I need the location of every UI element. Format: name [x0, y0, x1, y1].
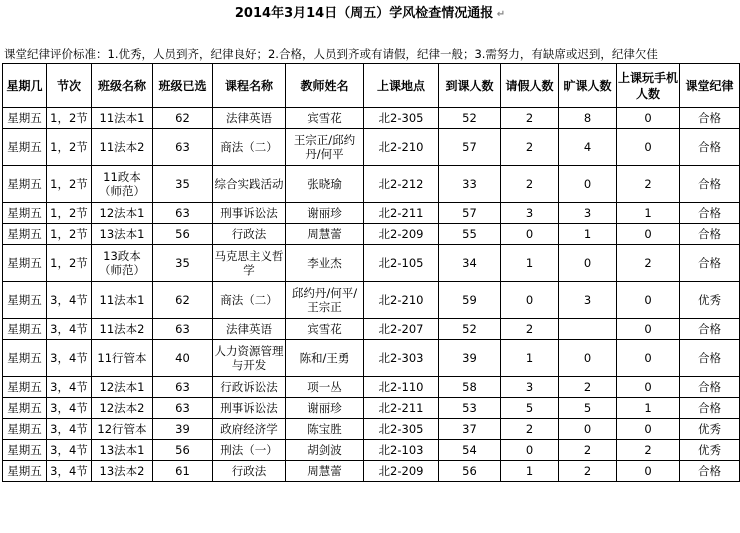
cell-course: 商法（二） — [213, 282, 286, 319]
cell-phone: 0 — [617, 377, 680, 398]
cell-phone: 0 — [617, 340, 680, 377]
cell-present: 56 — [439, 461, 501, 482]
cell-class: 11法本2 — [92, 319, 153, 340]
cell-discipline: 合格 — [680, 245, 740, 282]
header-room: 上课地点 — [364, 64, 439, 108]
cell-enrolled: 39 — [153, 419, 213, 440]
cell-period: 1，2节 — [47, 129, 92, 166]
table-row — [3, 398, 740, 419]
cell-present: 55 — [439, 224, 501, 245]
cell-enrolled: 35 — [153, 166, 213, 203]
cell-leave: 2 — [501, 319, 559, 340]
cell-present: 59 — [439, 282, 501, 319]
cell-enrolled: 63 — [153, 398, 213, 419]
cell-period: 3，4节 — [47, 319, 92, 340]
table-row — [3, 319, 740, 340]
cell-absent: 0 — [559, 166, 617, 203]
header-leave: 请假人数 — [501, 64, 559, 108]
cell-discipline: 优秀 — [680, 440, 740, 461]
cell-class: 12法本2 — [92, 398, 153, 419]
header-teacher: 教师姓名 — [286, 64, 364, 108]
cell-course: 刑法（一） — [213, 440, 286, 461]
cell-day: 星期五 — [3, 440, 47, 461]
cell-day: 星期五 — [3, 282, 47, 319]
header-class: 班级名称 — [92, 64, 153, 108]
header-phone: 上课玩手机人数 — [617, 64, 680, 108]
cell-room: 北2-210 — [364, 129, 439, 166]
cell-present: 58 — [439, 377, 501, 398]
table-row — [3, 166, 740, 203]
cell-course: 商法（二） — [213, 129, 286, 166]
cell-phone: 0 — [617, 319, 680, 340]
cell-absent: 8 — [559, 108, 617, 129]
cell-teacher: 谢丽珍 — [286, 203, 364, 224]
cell-day: 星期五 — [3, 461, 47, 482]
cell-class: 12法本1 — [92, 203, 153, 224]
cell-phone: 2 — [617, 166, 680, 203]
cell-period: 1，2节 — [47, 108, 92, 129]
cell-day: 星期五 — [3, 203, 47, 224]
cell-teacher: 谢丽珍 — [286, 398, 364, 419]
cell-teacher: 项一丛 — [286, 377, 364, 398]
cell-course: 政府经济学 — [213, 419, 286, 440]
cell-present: 53 — [439, 398, 501, 419]
cell-discipline: 合格 — [680, 166, 740, 203]
cell-phone: 1 — [617, 203, 680, 224]
cell-present: 39 — [439, 340, 501, 377]
cell-course: 综合实践活动 — [213, 166, 286, 203]
report-title — [0, 4, 740, 25]
cell-phone: 0 — [617, 282, 680, 319]
table-row — [3, 340, 740, 377]
cell-leave: 2 — [501, 419, 559, 440]
cell-enrolled: 61 — [153, 461, 213, 482]
cell-room: 北2-210 — [364, 282, 439, 319]
cell-enrolled: 62 — [153, 108, 213, 129]
cell-room: 北2-207 — [364, 319, 439, 340]
cell-day: 星期五 — [3, 224, 47, 245]
inspection-table — [2, 63, 740, 482]
table-row — [3, 224, 740, 245]
cell-course: 行政法 — [213, 461, 286, 482]
cell-period: 3，4节 — [47, 398, 92, 419]
cell-period: 3，4节 — [47, 461, 92, 482]
cell-teacher: 陈宝胜 — [286, 419, 364, 440]
cell-class: 12法本1 — [92, 377, 153, 398]
cell-absent: 2 — [559, 440, 617, 461]
cell-course: 人力资源管理与开发 — [213, 340, 286, 377]
cell-enrolled: 63 — [153, 377, 213, 398]
table-row — [3, 245, 740, 282]
cell-enrolled: 56 — [153, 224, 213, 245]
cell-phone: 0 — [617, 419, 680, 440]
report-title-text: 2014年3月14日（周五）学风检查情况通报 — [234, 6, 494, 21]
cell-phone: 1 — [617, 398, 680, 419]
cell-leave: 2 — [501, 108, 559, 129]
cell-day: 星期五 — [3, 319, 47, 340]
cell-phone: 2 — [617, 245, 680, 282]
header-period: 节次 — [47, 64, 92, 108]
table-row — [3, 419, 740, 440]
cell-absent: 1 — [559, 224, 617, 245]
cell-course: 马克思主义哲学 — [213, 245, 286, 282]
cell-teacher: 陈和/王勇 — [286, 340, 364, 377]
cell-room: 北2-305 — [364, 108, 439, 129]
cell-absent: 3 — [559, 282, 617, 319]
cell-teacher: 胡剑波 — [286, 440, 364, 461]
cell-room: 北2-105 — [364, 245, 439, 282]
header-enrolled: 班级已选 — [153, 64, 213, 108]
table-row — [3, 108, 740, 129]
criteria-text: 课堂纪律评价标准：1.优秀，人员到齐，纪律良好；2.合格，人员到齐或有请假，纪律一般；3.需努力，有缺席或迟到，纪律欠佳 — [4, 47, 658, 61]
cell-day: 星期五 — [3, 340, 47, 377]
cell-discipline: 合格 — [680, 461, 740, 482]
cell-period: 3，4节 — [47, 377, 92, 398]
cell-leave: 0 — [501, 224, 559, 245]
cell-day: 星期五 — [3, 166, 47, 203]
cell-phone: 0 — [617, 108, 680, 129]
cell-period: 1，2节 — [47, 224, 92, 245]
header-present: 到课人数 — [439, 64, 501, 108]
header-day: 星期几 — [3, 64, 47, 108]
cell-present: 33 — [439, 166, 501, 203]
cell-room: 北2-211 — [364, 203, 439, 224]
cell-present: 54 — [439, 440, 501, 461]
cell-class: 11行管本 — [92, 340, 153, 377]
cell-teacher: 王宗正/邱约丹/何平 — [286, 129, 364, 166]
cell-teacher: 张晓瑜 — [286, 166, 364, 203]
cell-teacher: 宾雪花 — [286, 108, 364, 129]
table-row — [3, 203, 740, 224]
cell-course: 法律英语 — [213, 108, 286, 129]
cell-course: 行政法 — [213, 224, 286, 245]
cell-period: 3，4节 — [47, 340, 92, 377]
cell-class: 13法本2 — [92, 461, 153, 482]
cell-absent: 2 — [559, 461, 617, 482]
cell-absent: 3 — [559, 203, 617, 224]
cell-class: 13法本1 — [92, 440, 153, 461]
cell-class: 11政本（师范） — [92, 166, 153, 203]
cell-leave: 1 — [501, 340, 559, 377]
cell-room: 北2-110 — [364, 377, 439, 398]
cell-present: 52 — [439, 319, 501, 340]
cell-phone: 0 — [617, 224, 680, 245]
cell-room: 北2-209 — [364, 224, 439, 245]
cell-room: 北2-212 — [364, 166, 439, 203]
cell-leave: 0 — [501, 282, 559, 319]
table-header-row — [3, 64, 740, 108]
cell-discipline: 合格 — [680, 398, 740, 419]
cell-discipline: 合格 — [680, 224, 740, 245]
header-course: 课程名称 — [213, 64, 286, 108]
cell-period: 1，2节 — [47, 166, 92, 203]
cell-teacher: 周慧蕾 — [286, 461, 364, 482]
cell-class: 13法本1 — [92, 224, 153, 245]
cell-absent: 0 — [559, 245, 617, 282]
header-absent: 旷课人数 — [559, 64, 617, 108]
cell-discipline: 合格 — [680, 319, 740, 340]
cell-leave: 1 — [501, 245, 559, 282]
cell-discipline: 合格 — [680, 377, 740, 398]
cell-teacher: 周慧蕾 — [286, 224, 364, 245]
cell-present: 57 — [439, 129, 501, 166]
cell-discipline: 优秀 — [680, 282, 740, 319]
table-row — [3, 129, 740, 166]
cell-phone: 0 — [617, 129, 680, 166]
cell-present: 57 — [439, 203, 501, 224]
cell-discipline: 合格 — [680, 203, 740, 224]
cell-leave: 0 — [501, 440, 559, 461]
cell-room: 北2-305 — [364, 419, 439, 440]
cell-enrolled: 63 — [153, 129, 213, 166]
cell-course: 刑事诉讼法 — [213, 203, 286, 224]
cell-discipline: 合格 — [680, 340, 740, 377]
cell-day: 星期五 — [3, 129, 47, 166]
cell-teacher: 邱约丹/何平/王宗正 — [286, 282, 364, 319]
cell-leave: 1 — [501, 461, 559, 482]
cell-class: 12行管本 — [92, 419, 153, 440]
cell-absent — [559, 319, 617, 340]
table-row — [3, 377, 740, 398]
cell-present: 34 — [439, 245, 501, 282]
cell-absent: 0 — [559, 419, 617, 440]
cell-period: 3，4节 — [47, 419, 92, 440]
cell-discipline: 合格 — [680, 129, 740, 166]
cell-absent: 4 — [559, 129, 617, 166]
cell-phone: 0 — [617, 461, 680, 482]
cell-day: 星期五 — [3, 377, 47, 398]
cell-period: 1，2节 — [47, 203, 92, 224]
cell-teacher: 宾雪花 — [286, 319, 364, 340]
cell-day: 星期五 — [3, 108, 47, 129]
cell-period: 3，4节 — [47, 282, 92, 319]
cell-period: 1，2节 — [47, 245, 92, 282]
cell-enrolled: 56 — [153, 440, 213, 461]
cell-present: 37 — [439, 419, 501, 440]
cell-class: 11法本1 — [92, 282, 153, 319]
cell-leave: 3 — [501, 377, 559, 398]
cell-enrolled: 35 — [153, 245, 213, 282]
cell-present: 52 — [439, 108, 501, 129]
cell-room: 北2-209 — [364, 461, 439, 482]
table-row — [3, 440, 740, 461]
paragraph-mark-icon: ↵ — [493, 9, 506, 20]
table-row — [3, 461, 740, 482]
cell-class: 11法本2 — [92, 129, 153, 166]
cell-class: 13政本（师范） — [92, 245, 153, 282]
cell-leave: 3 — [501, 203, 559, 224]
cell-absent: 2 — [559, 377, 617, 398]
cell-course: 法律英语 — [213, 319, 286, 340]
cell-teacher: 李业杰 — [286, 245, 364, 282]
cell-room: 北2-303 — [364, 340, 439, 377]
cell-room: 北2-211 — [364, 398, 439, 419]
cell-absent: 0 — [559, 340, 617, 377]
cell-leave: 2 — [501, 166, 559, 203]
cell-leave: 5 — [501, 398, 559, 419]
cell-period: 3，4节 — [47, 440, 92, 461]
cell-phone: 2 — [617, 440, 680, 461]
cell-leave: 2 — [501, 129, 559, 166]
header-discipline: 课堂纪律 — [680, 64, 740, 108]
cell-day: 星期五 — [3, 398, 47, 419]
cell-absent: 5 — [559, 398, 617, 419]
cell-enrolled: 62 — [153, 282, 213, 319]
cell-course: 刑事诉讼法 — [213, 398, 286, 419]
table-row — [3, 282, 740, 319]
cell-discipline: 合格 — [680, 108, 740, 129]
cell-day: 星期五 — [3, 419, 47, 440]
cell-enrolled: 40 — [153, 340, 213, 377]
cell-day: 星期五 — [3, 245, 47, 282]
cell-enrolled: 63 — [153, 203, 213, 224]
cell-discipline: 优秀 — [680, 419, 740, 440]
cell-course: 行政诉讼法 — [213, 377, 286, 398]
cell-room: 北2-103 — [364, 440, 439, 461]
cell-class: 11法本1 — [92, 108, 153, 129]
cell-enrolled: 63 — [153, 319, 213, 340]
